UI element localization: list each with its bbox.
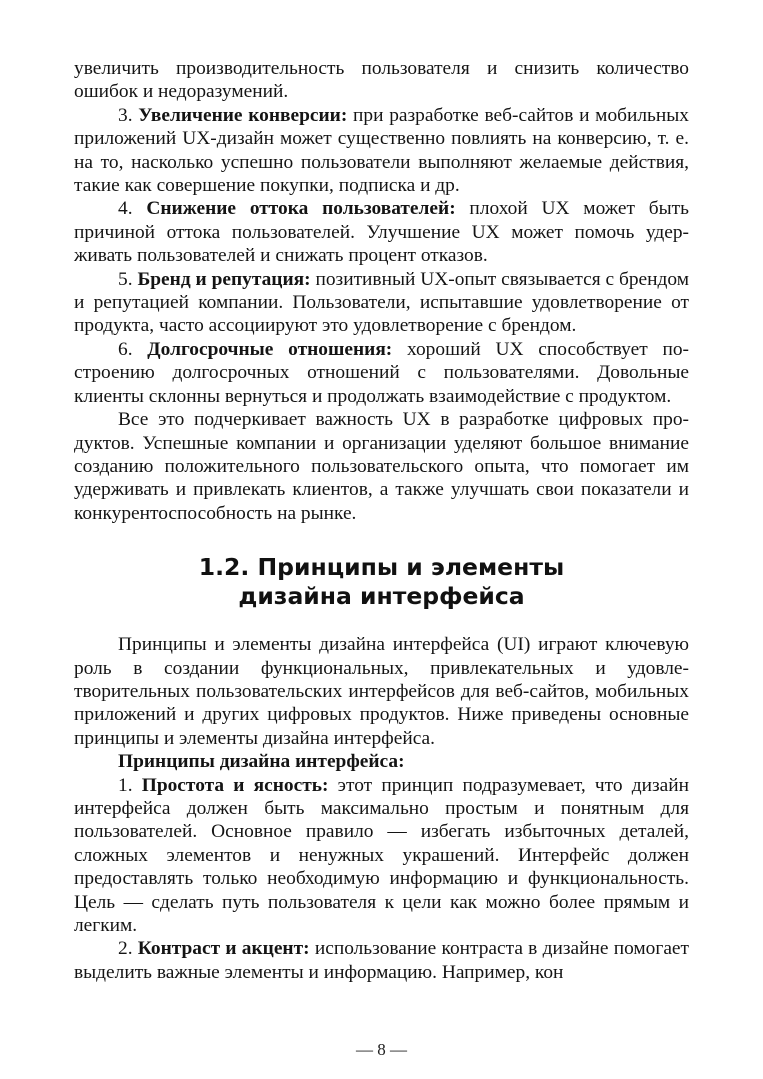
list-item-number: 3. <box>118 104 139 126</box>
list-item-text: этот принцип подразумевает, что дизайн интерфейса должен быть максимально простым и понятным для пользователей. Основное правило — избегать избыточных деталей, сложных элементов и ненужных украшений. Интерфейс должен предоставлять только необходимую информацию и функциональность. Цель — сделать путь пользователя к цели как можно более прямым и легким. <box>74 774 690 936</box>
list-item-text: позитивный UX-опыт связывается с брендом и репутацией компании. Пользователи, испытавшие удовлетворение от продукта, часто ассоциируют это удовлетворение с брендом. <box>74 268 690 337</box>
list-item-longterm <box>74 338 689 408</box>
list-item-brand <box>74 268 689 338</box>
list-item-text: плохой UX может быть причиной оттока пользователей. Улучшение UX может помочь удерживать пользователей и снижать процент отказов. <box>74 198 689 267</box>
list-item-number: 2. <box>118 938 138 960</box>
list-item-conversion <box>74 104 689 198</box>
list-item-contrast <box>74 937 689 984</box>
list-item-number: 6. <box>118 338 148 360</box>
list-item-term: Простота и ясность: <box>141 774 329 796</box>
page-content <box>74 57 689 984</box>
list-item-term: Снижение оттока пользователей: <box>146 198 456 220</box>
list-item-text: хороший UX способствует построению долгосрочных отношений с пользователями. Довольные клиенты склонны вернуться и продолжать взаимодействие с продуктом. <box>74 338 689 407</box>
section-title-line-1: 1.2. Принципы и элементы <box>198 553 565 582</box>
paragraph-summary: Все это подчеркивает важность UX в разработке цифровых продуктов. Успешные компании и организации уделяют большое внимание созданию положительного пользовательского опыта, что помогает им удерживать и привлекать клиентов, а также улучшать свои показатели и конкурентоспособность на рынке. <box>74 409 689 524</box>
paragraph-intro: Принципы и элементы дизайна интерфейса (UI) играют ключевую роль в создании функциональных, привлекательных и удовлетворительных пользовательских интерфейсов для веб-сайтов, мобильных приложений и других цифровых продуктов. Ниже приведены основные принципы и элементы дизайна интерфейса. <box>74 634 689 749</box>
list-item-number: 1. <box>118 774 142 796</box>
section-title <box>74 553 689 611</box>
subheading-principles <box>74 750 689 773</box>
subheading-text: Принципы дизайна интерфейса: <box>118 751 405 773</box>
page-number: — 8 — <box>356 1040 407 1059</box>
list-item-text: при разработке веб-сайтов и мобильных приложений UX-дизайн может существенно повлиять на конверсию, т. е. на то, насколько успешно пользователи выполняют желаемые действия, такие как совершение покупки, подписка и др. <box>74 104 690 197</box>
section-title-line-2: дизайна интерфейса <box>238 582 525 611</box>
list-item-number: 4. <box>118 198 147 220</box>
list-item-term: Контраст и акцент: <box>137 938 310 960</box>
list-item-term: Долгосрочные отношения: <box>147 338 393 360</box>
list-item-number: 5. <box>118 268 138 290</box>
paragraph-continuation: увеличить производительность пользователя и снизить количество ошибок и недоразумений. <box>74 58 689 103</box>
list-item-text: использование контраста в дизайне помогает выделить важные элементы и информацию. Например, кон <box>74 938 690 983</box>
list-item-simplicity <box>74 774 689 938</box>
list-item-term: Увеличение конверсии: <box>138 104 348 126</box>
list-item-term: Бренд и репутация: <box>137 268 311 290</box>
list-item-churn <box>74 197 689 267</box>
